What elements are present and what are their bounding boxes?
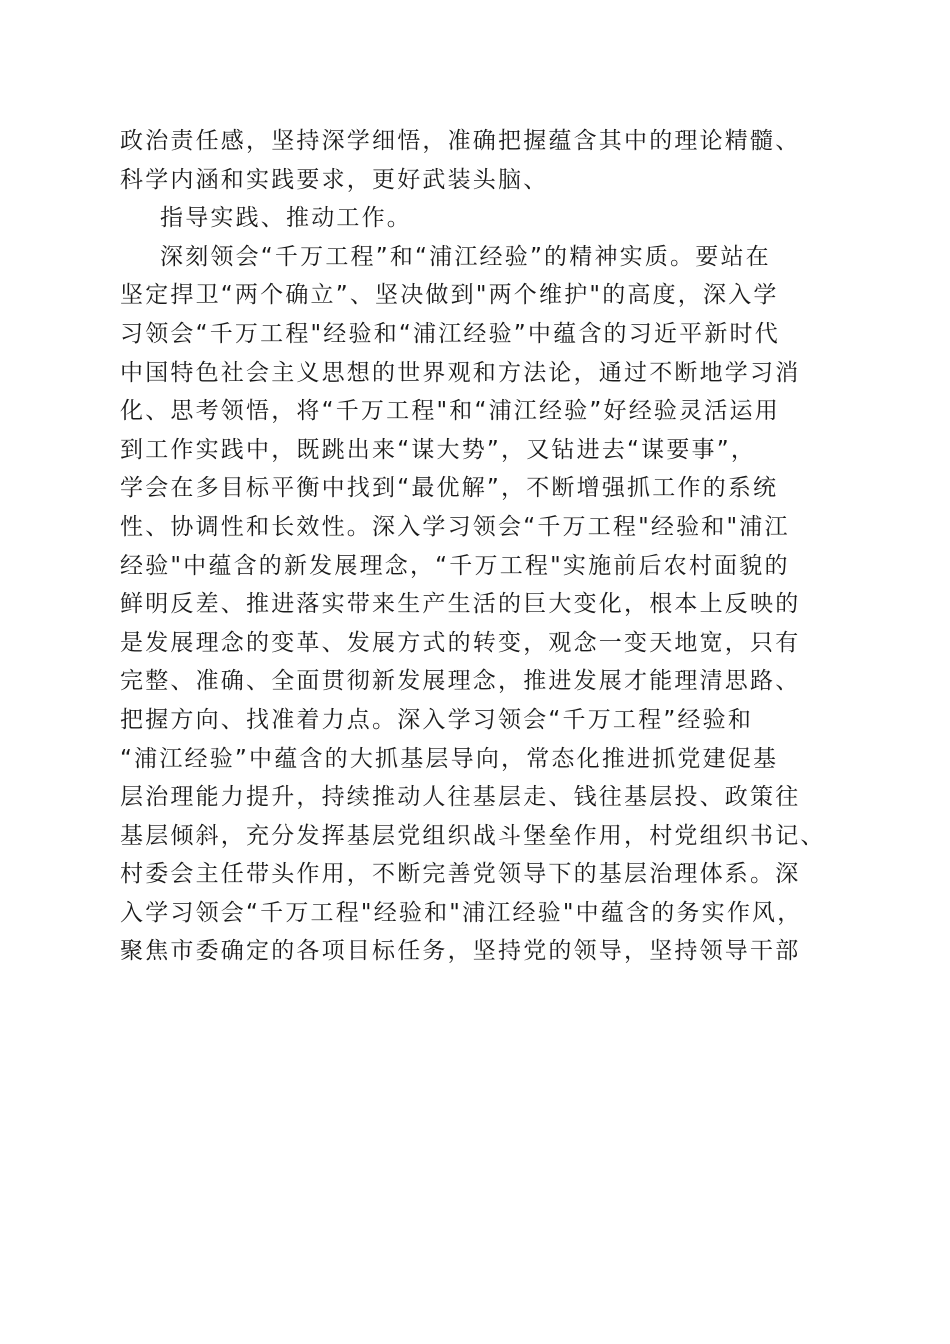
text-line: 村委会主任带头作用，不断完善党领导下的基层治理体系。深 bbox=[120, 861, 801, 888]
text-line: 性、协调性和长效性。深入学习领会“千万工程"经验和"浦江 bbox=[120, 513, 790, 540]
text-line: 经验"中蕴含的新发展理念，“千万工程"实施前后农村面貌的 bbox=[120, 552, 790, 579]
text-line: 入学习领会“千万工程"经验和"浦江经验"中蕴含的务实作风， bbox=[120, 899, 803, 926]
text-line: 聚焦市委确定的各项目标任务，坚持党的领导，坚持领导干部 bbox=[120, 938, 801, 965]
text-line: 层治理能力提升，持续推动人往基层走、钱往基层投、政策往 bbox=[120, 784, 801, 811]
body-text bbox=[120, 122, 840, 971]
text-line: 学会在多目标平衡中找到“最优解”，不断增强抓工作的系统 bbox=[120, 475, 779, 502]
text-line: 基层倾斜，充分发挥基层党组织战斗堡垒作用，村党组织书记、 bbox=[120, 822, 826, 849]
paragraph-start-line: 深刻领会“千万工程”和“浦江经验”的精神实质。要站在 bbox=[160, 243, 771, 270]
text-line: 中国特色社会主义思想的世界观和方法论，通过不断地学习消 bbox=[120, 359, 801, 386]
text-line: 科学内涵和实践要求，更好武装头脑、 bbox=[120, 166, 549, 193]
text-line: 是发展理念的变革、发展方式的转变，观念一变天地宽，只有 bbox=[120, 629, 801, 656]
text-line: 政治责任感，坚持深学细悟，准确把握蕴含其中的理论精髓、 bbox=[120, 128, 801, 154]
text-line: 完整、准确、全面贯彻新发展理念，推进发展才能理清思路、 bbox=[120, 668, 801, 695]
text-line: 把握方向、找准着力点。深入学习领会“千万工程”经验和 bbox=[120, 706, 754, 733]
text-line-indented: 指导实践、推动工作。 bbox=[160, 205, 412, 232]
text-line: 坚定捍卫“两个确立”、坚决做到"两个维护"的高度，深入学 bbox=[120, 282, 779, 309]
text-line: 习领会“千万工程"经验和“浦江经验”中蕴含的习近平新时代 bbox=[120, 320, 780, 347]
text-line: 鲜明反差、推进落实带来生产生活的巨大变化，根本上反映的 bbox=[120, 591, 801, 618]
text-line: 到工作实践中，既跳出来“谋大势”，又钻进去“谋要事”， bbox=[120, 436, 757, 463]
text-line: “浦江经验”中蕴含的大抓基层导向，常态化推进抓党建促基 bbox=[120, 745, 779, 772]
text-line: 化、思考领悟，将“千万工程"和“浦江经验”好经验灵活运用 bbox=[120, 398, 780, 425]
